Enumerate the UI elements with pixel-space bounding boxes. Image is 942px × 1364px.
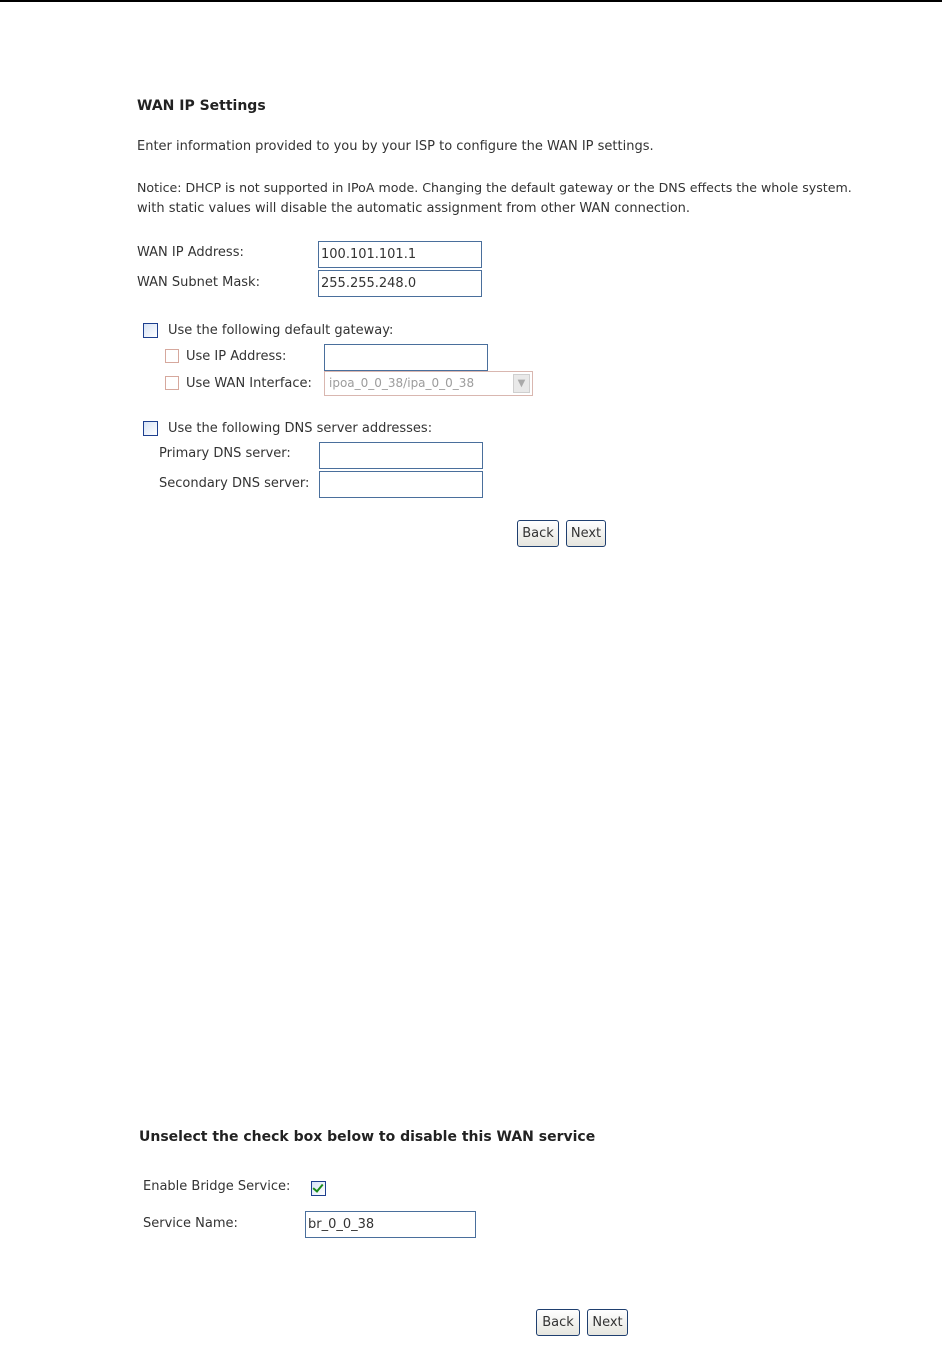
service-name-input[interactable]: br_0_0_38 — [305, 1211, 476, 1238]
gateway-ip-address-input[interactable] — [324, 344, 488, 371]
dns-server-label: Use the following DNS server addresses: — [168, 421, 433, 436]
bridge-service-title: Unselect the check box below to disable this WAN service — [139, 1129, 596, 1145]
gateway-use-ip-checkbox[interactable] — [165, 349, 179, 363]
secondary-dns-label: Secondary DNS server: — [159, 476, 310, 491]
wan-ip-address-input[interactable]: 100.101.101.1 — [318, 241, 482, 268]
default-gateway-label: Use the following default gateway: — [168, 323, 394, 338]
wan-ip-settings-title: WAN IP Settings — [137, 98, 266, 114]
intro-text: Enter information provided to you by your ISP to configure the WAN IP settings. — [137, 139, 654, 154]
wan-interface-select[interactable] — [324, 371, 533, 396]
wan-subnet-mask-input[interactable]: 255.255.248.0 — [318, 270, 482, 297]
gateway-use-ip-label: Use IP Address: — [186, 349, 287, 364]
gateway-use-wan-interface-checkbox[interactable] — [165, 376, 179, 390]
wan-ip-address-label: WAN IP Address: — [137, 245, 244, 260]
back-button[interactable]: Back — [517, 520, 559, 547]
enable-bridge-checkbox[interactable] — [311, 1181, 326, 1196]
gateway-use-wan-interface-label: Use WAN Interface: — [186, 376, 312, 391]
primary-dns-label: Primary DNS server: — [159, 446, 291, 461]
bridge-next-button[interactable]: Next — [587, 1309, 628, 1336]
bridge-back-button[interactable]: Back — [536, 1309, 580, 1336]
enable-bridge-label: Enable Bridge Service: — [143, 1179, 291, 1194]
secondary-dns-input[interactable] — [319, 471, 483, 498]
primary-dns-input[interactable] — [319, 442, 483, 469]
service-name-label: Service Name: — [143, 1216, 238, 1231]
default-gateway-checkbox[interactable] — [143, 323, 158, 338]
notice-line-1: Notice: DHCP is not supported in IPoA mode. Changing the default gateway or the DNS effects the whole system. — [137, 180, 852, 195]
page-top-rule — [0, 0, 942, 2]
wan-interface-select-value: ipoa_0_0_38/ipa_0_0_38 — [329, 376, 475, 390]
chevron-down-icon[interactable]: ▼ — [513, 374, 530, 393]
dns-server-checkbox[interactable] — [143, 421, 158, 436]
notice-line-2: with static values will disable the automatic assignment from other WAN connection. — [137, 201, 691, 216]
wan-subnet-mask-label: WAN Subnet Mask: — [137, 275, 260, 290]
next-button[interactable]: Next — [566, 520, 606, 547]
